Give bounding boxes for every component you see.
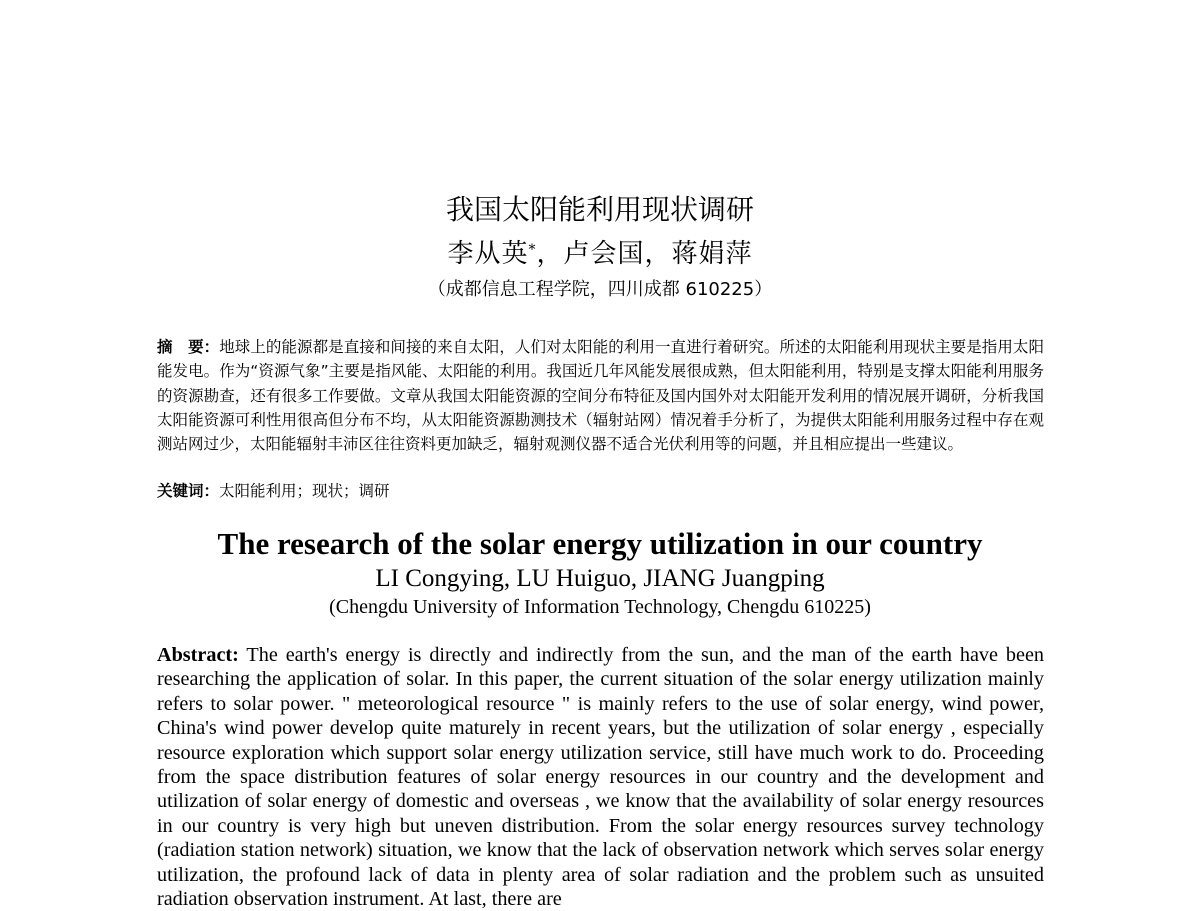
- chinese-abstract-text: 地球上的能源都是直接和间接的来自太阳，人们对太阳能的利用一直进行着研究。所述的太阳能利用现状主要是指用太阳能发电。作为“资源气象”主要是指风能、太阳能的利用。我国近几年风能发展很成熟，但太阳能利用，特别是支撑太阳能利用服务的资源勘查，还有很多工作要做。文章从我国太阳能资源的空间分布特征及国内国外对太阳能开发利用的情况展开调研，分析我国太阳能资源可利性用很高但分布不均，从太阳能资源勘测技术（辐射站网）情况着手分析了，为提供太阳能利用服务过程中存在观测站网过少，太阳能辐射丰沛区往往资料更加缺乏，辐射观测仪器不适合光伏利用等的问题，并且相应提出一些建议。: [157, 338, 1044, 454]
- english-abstract-label: Abstract:: [157, 644, 239, 666]
- chinese-first-author: 李从英: [447, 239, 529, 269]
- chinese-abstract: [157, 335, 1044, 456]
- chinese-authors: [0, 238, 1200, 270]
- english-affiliation: (Chengdu University of Information Technology, Chengdu 610225): [329, 596, 871, 618]
- english-authors: LI Congying, LU Huiguo, JIANG Juangping: [375, 565, 825, 592]
- english-abstract-text: The earth's energy is directly and indirectly from the sun, and the man of the earth have been researching the application of solar. In this paper, the current situation of the solar energy utilization mainly refers to solar power. " meteorological resource " is mainly refers to the use of solar energy, wind power, China's wind power develop quite maturely in recent years, but the utilization of solar energy , especially resource exploration which support solar energy utilization service, still have much work to do. Proceeding from the space distribution features of solar energy resources in our country and the development and utilization of solar energy of domestic and overseas , we know that the availability of solar energy resources in our country is very high but uneven distribution. From the solar energy resources survey technology (radiation station network) situation, we know that the lack of observation network which serves solar energy utilization, the profound lack of data in plenty area of solar radiation and the problem such as unsuited radiation observation instrument. At last, there are: [157, 644, 1044, 911]
- corresponding-author-mark: *: [528, 242, 537, 258]
- chinese-other-authors: ，卢会国，蒋娟萍: [536, 239, 753, 269]
- english-abstract: [157, 643, 1044, 911]
- chinese-keywords: [157, 480, 1044, 502]
- chinese-abstract-label: 摘 要：: [157, 338, 220, 356]
- chinese-title: 我国太阳能利用现状调研: [445, 193, 754, 226]
- english-title: The research of the solar energy utilization in our country: [217, 526, 983, 561]
- chinese-keywords-text: 太阳能利用；现状；调研: [219, 482, 390, 500]
- chinese-affiliation: （成都信息工程学院，四川成都 610225）: [427, 279, 773, 300]
- chinese-keywords-label: 关键词：: [157, 482, 220, 500]
